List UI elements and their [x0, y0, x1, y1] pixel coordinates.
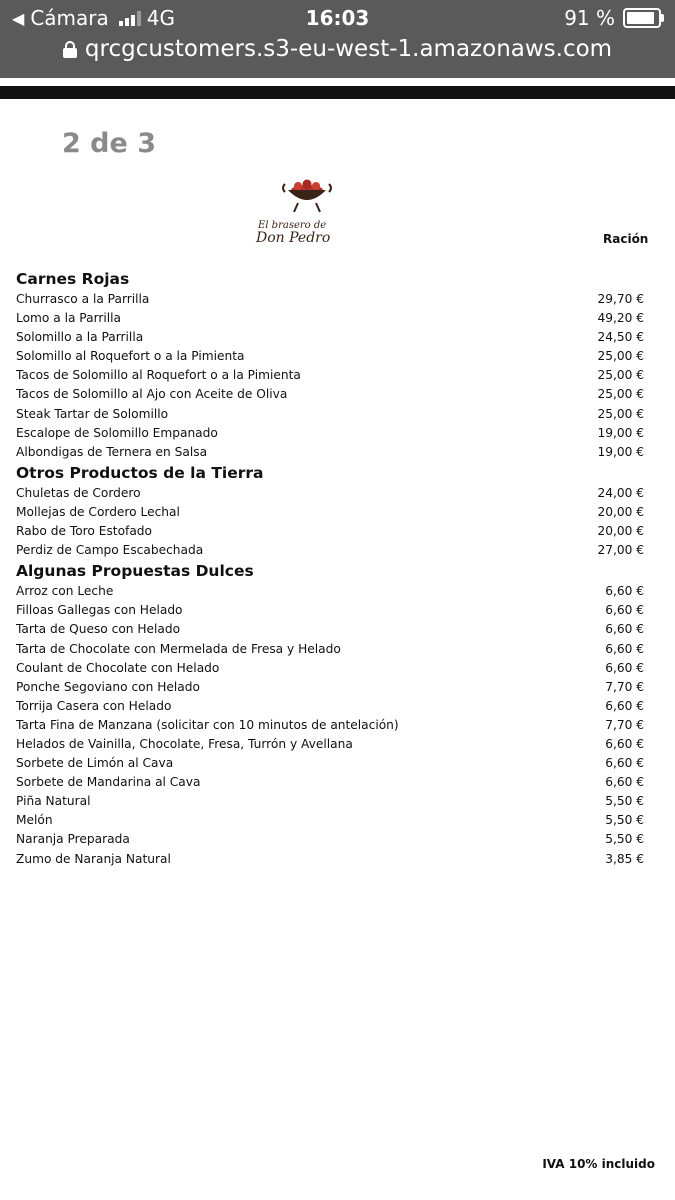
menu-item	[16, 582, 646, 601]
menu-item	[16, 792, 646, 811]
battery-percent: 91 %	[564, 6, 615, 30]
menu-item-name: Tarta Fina de Manzana (solicitar con 10 minutos de antelación)	[16, 717, 399, 732]
menu-item-price: 24,00 €	[597, 485, 644, 500]
menu-item-price: 5,50 €	[605, 794, 644, 809]
menu-item-name: Helados de Vainilla, Chocolate, Fresa, Turrón y Avellana	[16, 736, 353, 751]
menu-item-price: 29,70 €	[597, 292, 644, 306]
menu-item-price: 5,50 €	[605, 813, 644, 828]
menu-item	[16, 735, 646, 754]
menu-item	[16, 290, 646, 309]
section-title: Carnes Rojas	[16, 270, 130, 288]
menu-item-name: Mollejas de Cordero Lechal	[16, 504, 180, 519]
menu-item-name: Sorbete de Limón al Cava	[16, 756, 174, 771]
portion-column-header: Ración	[603, 232, 649, 246]
menu-item	[16, 659, 646, 678]
menu-item-price: 6,60 €	[605, 736, 644, 751]
address-bar[interactable]	[0, 36, 675, 62]
menu-item-price: 7,70 €	[605, 679, 644, 694]
menu-item	[16, 640, 646, 659]
menu-item	[16, 328, 646, 347]
menu-item-price: 25,00 €	[597, 349, 644, 364]
svg-text:Don Pedro: Don Pedro	[256, 230, 331, 246]
menu-item	[16, 830, 646, 849]
menu-item-price: 19,00 €	[597, 444, 644, 459]
menu-item-name: Zumo de Naranja Natural	[16, 851, 171, 866]
menu-item-price: 3,85 €	[605, 851, 644, 866]
menu-item-name: Torrija Casera con Helado	[16, 698, 172, 713]
menu-item	[16, 385, 646, 404]
menu-item-name: Naranja Preparada	[16, 832, 130, 847]
menu-item-name: Tacos de Solomillo al Ajo con Aceite de Oliva	[16, 387, 288, 402]
menu-item-name: Piña Natural	[16, 794, 91, 809]
menu-item-name: Solomillo a la Parrilla	[16, 330, 144, 345]
menu-item-price: 6,60 €	[605, 756, 644, 771]
menu-item-name: Arroz con Leche	[16, 584, 114, 599]
menu-item	[16, 620, 646, 639]
menu-item-name: Coulant de Chocolate con Helado	[16, 660, 220, 675]
clock: 16:03	[305, 6, 370, 30]
menu-item-name: Sorbete de Mandarina al Cava	[16, 775, 201, 790]
network-type: 4G	[146, 6, 175, 30]
menu-item	[16, 541, 646, 560]
menu-item-name: Lomo a la Parrilla	[16, 311, 122, 326]
menu-item	[16, 347, 646, 366]
menu-item	[16, 697, 646, 716]
menu-item	[16, 424, 646, 443]
menu-item-price: 6,60 €	[605, 698, 644, 713]
menu-item-price: 6,60 €	[605, 775, 644, 790]
menu-item-name: Melón	[16, 813, 53, 828]
menu-item-price: 49,20 €	[597, 311, 644, 326]
menu-item-price: 20,00 €	[597, 504, 644, 519]
lock-icon	[63, 41, 77, 57]
menu-item	[16, 522, 646, 541]
menu-item	[16, 366, 646, 385]
menu-item-price: 25,00 €	[597, 406, 644, 421]
menu-item-name: Tarta de Queso con Helado	[16, 622, 181, 637]
menu-item-price: 20,00 €	[597, 524, 644, 539]
menu-item	[16, 405, 646, 424]
menu-item-price: 19,00 €	[597, 425, 644, 440]
menu-item-name: Chuletas de Cordero	[16, 485, 141, 500]
menu-item-price: 27,00 €	[597, 543, 644, 558]
menu-item-name: Churrasco a la Parrilla	[16, 292, 150, 306]
menu-item-price: 6,60 €	[605, 584, 644, 599]
menu-item-name: Ponche Segoviano con Helado	[16, 679, 200, 694]
menu-item-price: 6,60 €	[605, 641, 644, 656]
menu-item	[16, 850, 646, 869]
menu-item-price: 24,50 €	[597, 330, 644, 345]
menu-item-price: 6,60 €	[605, 622, 644, 637]
url-text: qrcgcustomers.s3-eu-west-1.amazonaws.com	[84, 36, 613, 62]
menu-item-price: 6,60 €	[605, 660, 644, 675]
battery-icon	[623, 8, 661, 28]
menu-item	[16, 503, 646, 522]
status-bar	[0, 0, 675, 78]
svg-text:El brasero de: El brasero de	[258, 220, 327, 231]
menu-item-name: Tacos de Solomillo al Roquefort o a la Pimienta	[16, 368, 301, 383]
menu-item-name: Escalope de Solomillo Empanado	[16, 425, 218, 440]
menu-item	[16, 678, 646, 697]
menu-item-name: Perdiz de Campo Escabechada	[16, 543, 204, 558]
menu-item-name: Solomillo al Roquefort o a la Pimienta	[16, 349, 245, 364]
menu-item	[16, 754, 646, 773]
menu-item	[16, 309, 646, 328]
back-arrow-icon: ◀	[12, 8, 25, 28]
menu-item-name: Filloas Gallegas con Helado	[16, 603, 183, 618]
menu-item-name: Rabo de Toro Estofado	[16, 524, 152, 539]
menu-item	[16, 601, 646, 620]
menu-item-price: 25,00 €	[597, 387, 644, 402]
menu-item-name: Steak Tartar de Solomillo	[16, 406, 169, 421]
page-indicator: 2 de 3	[62, 128, 157, 159]
back-app-label: Cámara	[30, 6, 109, 30]
section-title: Algunas Propuestas Dulces	[16, 562, 254, 581]
document-top-bar	[0, 86, 675, 99]
menu-item-name: Albondigas de Ternera en Salsa	[16, 444, 208, 459]
menu-item-price: 25,00 €	[597, 368, 644, 383]
menu-item-price: 6,60 €	[605, 603, 644, 618]
menu-item-name: Tarta de Chocolate con Mermelada de Fresa y Helado	[16, 641, 341, 656]
menu-item	[16, 773, 646, 792]
menu-item	[16, 484, 646, 503]
menu-item-price: 5,50 €	[605, 832, 644, 847]
menu-item	[16, 716, 646, 735]
menu-item	[16, 443, 646, 462]
section-title: Otros Productos de la Tierra	[16, 463, 264, 482]
menu-item	[16, 811, 646, 830]
menu-list	[16, 268, 646, 869]
menu-item-price: 7,70 €	[605, 717, 644, 732]
restaurant-logo	[252, 176, 362, 246]
vat-note: IVA 10% incluido	[542, 1157, 655, 1171]
